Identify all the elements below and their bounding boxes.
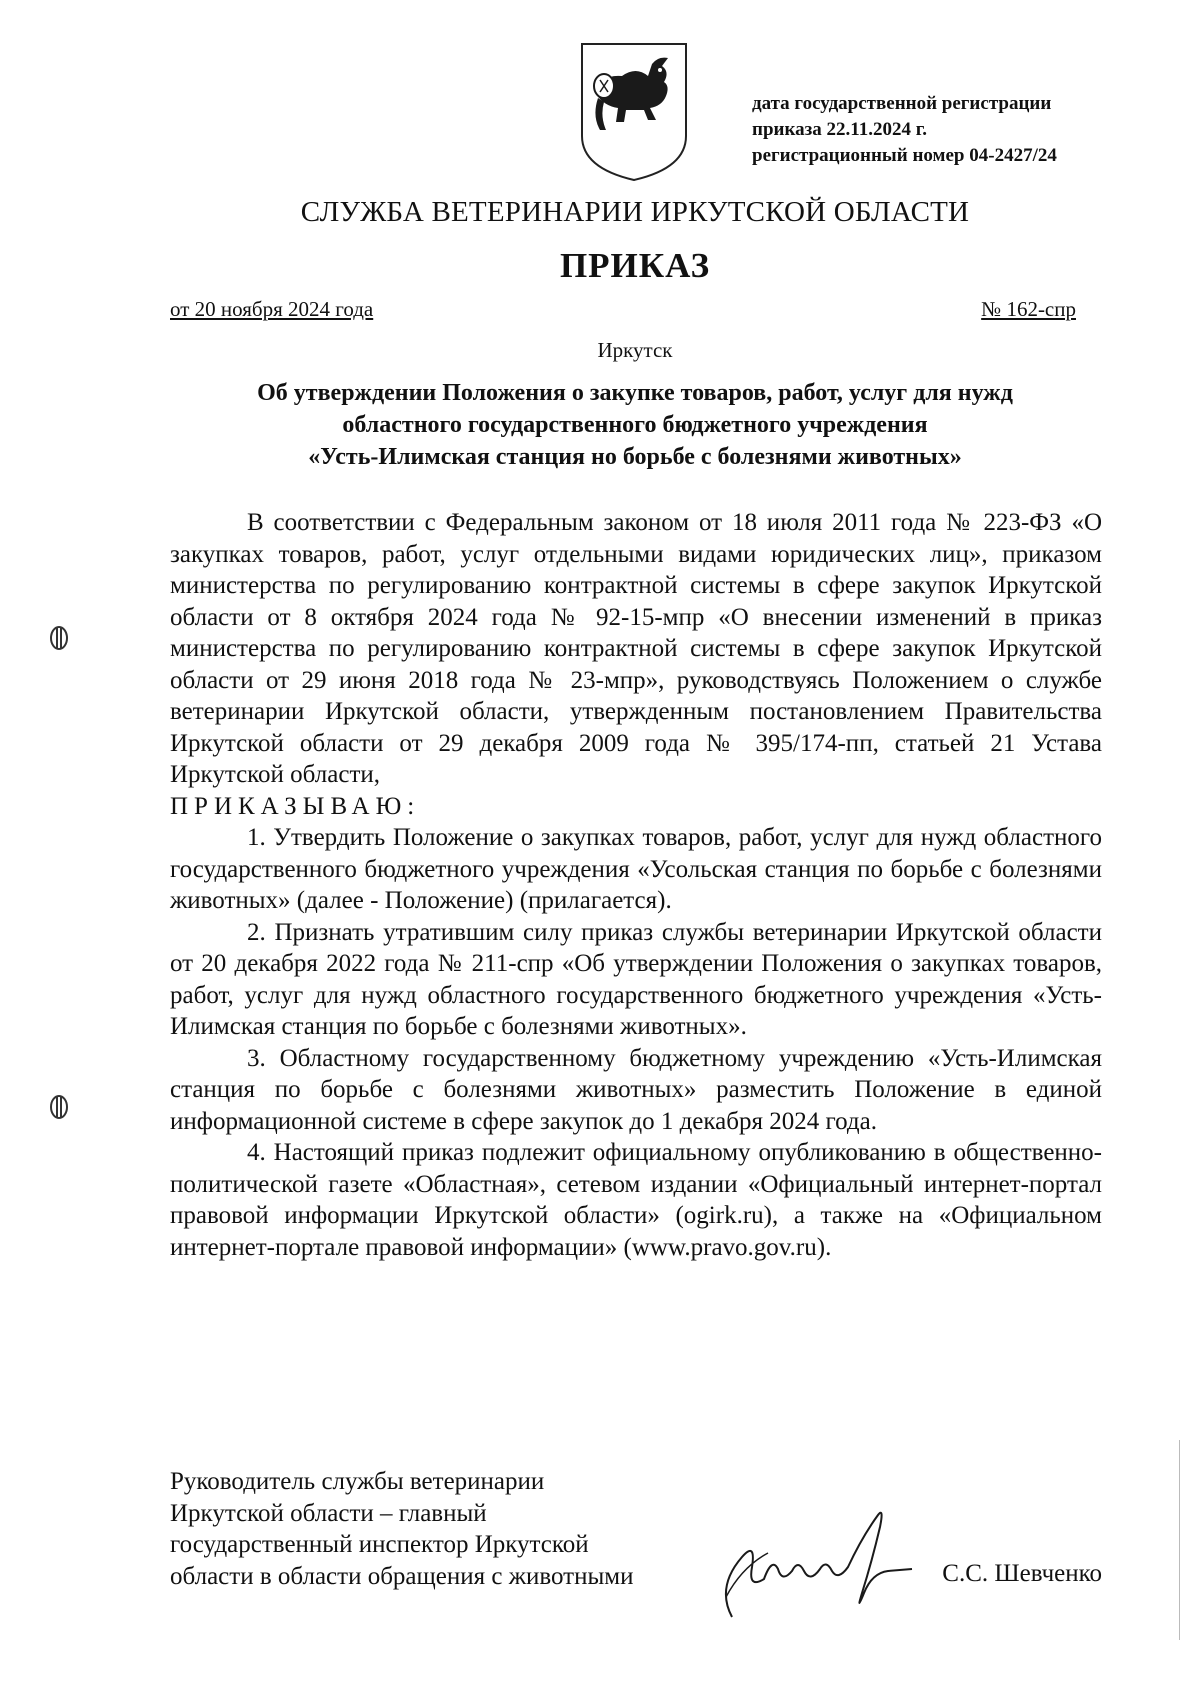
title-line-1: Об утверждении Положения о закупке товаров, работ, услуг для нужд (257, 380, 1013, 406)
registration-line-order: приказа 22.11.2024 г. (752, 119, 927, 140)
order-item-1: 1. Утвердить Положение о закупках товаров, работ, услуг для нужд областного государственного бюджетного учреждения «Усольская станция по борьбе с болезнями животных» (далее - Положение) (прилагается). (170, 824, 1102, 914)
signer-name: С.С. Шевченко (942, 1560, 1102, 1587)
signatory-line-2: Иркутской области – главный (170, 1499, 487, 1527)
order-item-4: 4. Настоящий приказ подлежит официальному опубликованию в общественно-политической газете «Областная», сетевом издании «Официальный интернет-портал правовой информации Иркутской области» (ogirk.ru), а также на «Официальном интернет-портале правовой информации» (www.pravo.gov.ru). (170, 1139, 1102, 1261)
order-directive: ПРИКАЗЫВАЮ: (170, 792, 421, 820)
signatory-line-3: государственный инспектор Иркутской (170, 1531, 589, 1558)
scan-edge-line (1179, 1440, 1180, 1640)
irkutsk-coat-of-arms-icon (578, 40, 690, 184)
order-item-3: 3. Областному государственному бюджетному учреждению «Усть-Илимская станция по борьбе с болезнями животных» разместить Положение в единой информационной системе в сфере закупок до 1 декабря 2024 года. (170, 1044, 1102, 1135)
signatory-line-4: области в области обращения с животными (170, 1562, 634, 1590)
document-body (170, 507, 1102, 1263)
registration-line-number: регистрационный номер 04-2427/24 (752, 145, 1057, 166)
handwritten-signature (712, 1497, 942, 1637)
title-line-3: «Усть-Илимская станция но борьбе с болезнями животных» (308, 444, 962, 470)
preamble-paragraph: В соответствии с Федеральным законом от 18 июля 2011 года № 223-ФЗ «О закупках товаров, работ, услуг отдельными видами юридических лиц», приказом министерства по регулированию контрактной системы в сфере закупок Иркутской области от 8 октября 2024 года № 92-15-мпр «О внесении изменений в приказ министерства по регулированию контрактной системы в сфере закупок Иркутской области от 29 июня 2018 года № 23-мпр», руководствуясь Положением о службе ветеринарии Иркутской области, утвержденным постановлением Правительства Иркутской области от 29 декабря 2009 года № 395/174-пп, статьей 21 Устава Иркутской области, (170, 509, 1102, 788)
registration-note (752, 91, 1172, 169)
agency-name: СЛУЖБА ВЕТЕРИНАРИИ ИРКУТСКОЙ ОБЛАСТИ (300, 196, 970, 228)
signatory-title (170, 1466, 710, 1592)
margin-punch-mark-icon (46, 1094, 72, 1120)
margin-punch-mark-icon (46, 625, 72, 651)
title-line-2: областного государственного бюджетного учреждения (342, 412, 928, 438)
signatory-line-1: Руководитель службы ветеринарии (170, 1468, 545, 1495)
document-date: от 20 ноября 2024 года (170, 297, 374, 321)
order-item-2: 2. Признать утратившим силу приказ службы ветеринарии Иркутской области от 20 декабря 2022 года № 211-спр «Об утверждении Положения о закупках товаров, работ, услуг для нужд областного государственного бюджетного учреждения «Усть-Илимская станция по борьбе с болезнями животных». (170, 918, 1102, 1040)
document-number: № 162-спр (981, 297, 1076, 321)
registration-line-date: дата государственной регистрации (752, 93, 1052, 114)
document-type: ПРИКАЗ (559, 246, 711, 285)
document-title (170, 377, 1100, 473)
document-city: Иркутск (597, 338, 673, 362)
